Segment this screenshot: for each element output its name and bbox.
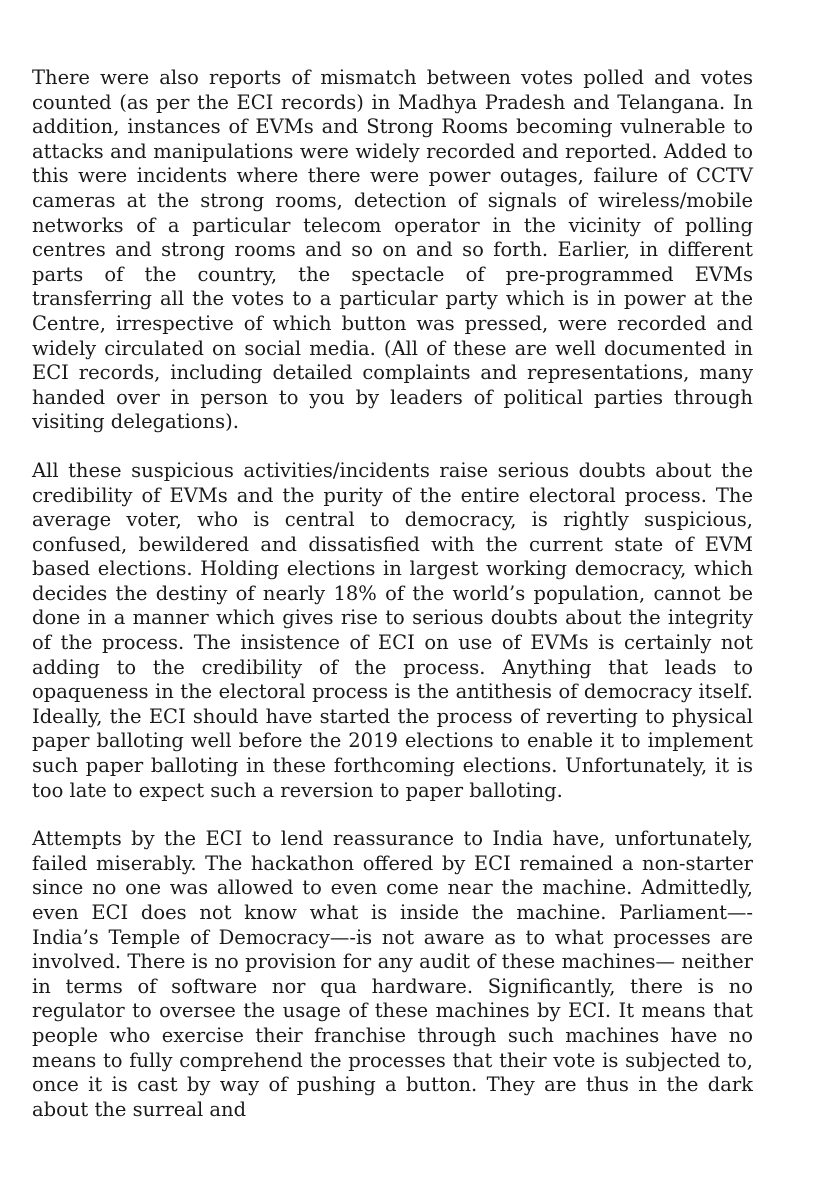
paragraph-3: Attempts by the ECI to lend reassurance to India have, unfortunately, failed miserably. The hackathon offered by ECI remained a non-starter since no one was allowed to even come near the machine. Admittedly, even ECI does not know what is inside the machine. Parliament—-India’s Temple of Democracy—-is not aware as to what processes are involved. There is no provision for any audit of these machines— neither in terms of software nor qua hardware. Significantly, there is no regulator to oversee the usage of these machines by ECI. It means that people who exercise their franchise through such machines have no means to fully comprehend the processes that their vote is subjected to, once it is cast by way of pushing a button. They are thus in the dark about the surreal and [32,827,753,1121]
paragraph-2: All these suspicious activities/incidents raise serious doubts about the credibility of EVMs and the purity of the entire electoral process. The average voter, who is central to democracy, is rightly suspicious, confused, bewildered and dissatisfied with the current state of EVM based elections. Holding elections in largest working democracy, which decides the destiny of nearly 18% of the world’s population, cannot be done in a manner which gives rise to serious doubts about the integrity of the process. The insistence of ECI on use of EVMs is certainly not adding to the credibility of the process. Anything that leads to opaqueness in the electoral process is the antithesis of democracy itself. Ideally, the ECI should have started the process of reverting to physical paper balloting well before the 2019 elections to enable it to implement such paper balloting in these forthcoming elections. Unfortunately, it is too late to expect such a reversion to paper balloting. [32,458,753,802]
paragraph-1: There were also reports of mismatch between votes polled and votes counted (as per the ECI records) in Madhya Pradesh and Telangana. In addition, instances of EVMs and Strong Rooms becoming vulnerable to attacks and manipulations were widely recorded and reported. Added to this were incidents where there were power outages, failure of CCTV cameras at the strong rooms, detection of signals of wireless/mobile networks of a particular telecom operator in the vicinity of polling centres and strong rooms and so on and so forth. Earlier, in different parts of the country, the spectacle of pre-programmed EVMs transferring all the votes to a particular party which is in power at the Centre, irrespective of which button was pressed, were recorded and widely circulated on social media. (All of these are well documented in ECI records, including detailed complaints and representations, many handed over in person to you by leaders of political parties through visiting delegations). [32,66,753,434]
